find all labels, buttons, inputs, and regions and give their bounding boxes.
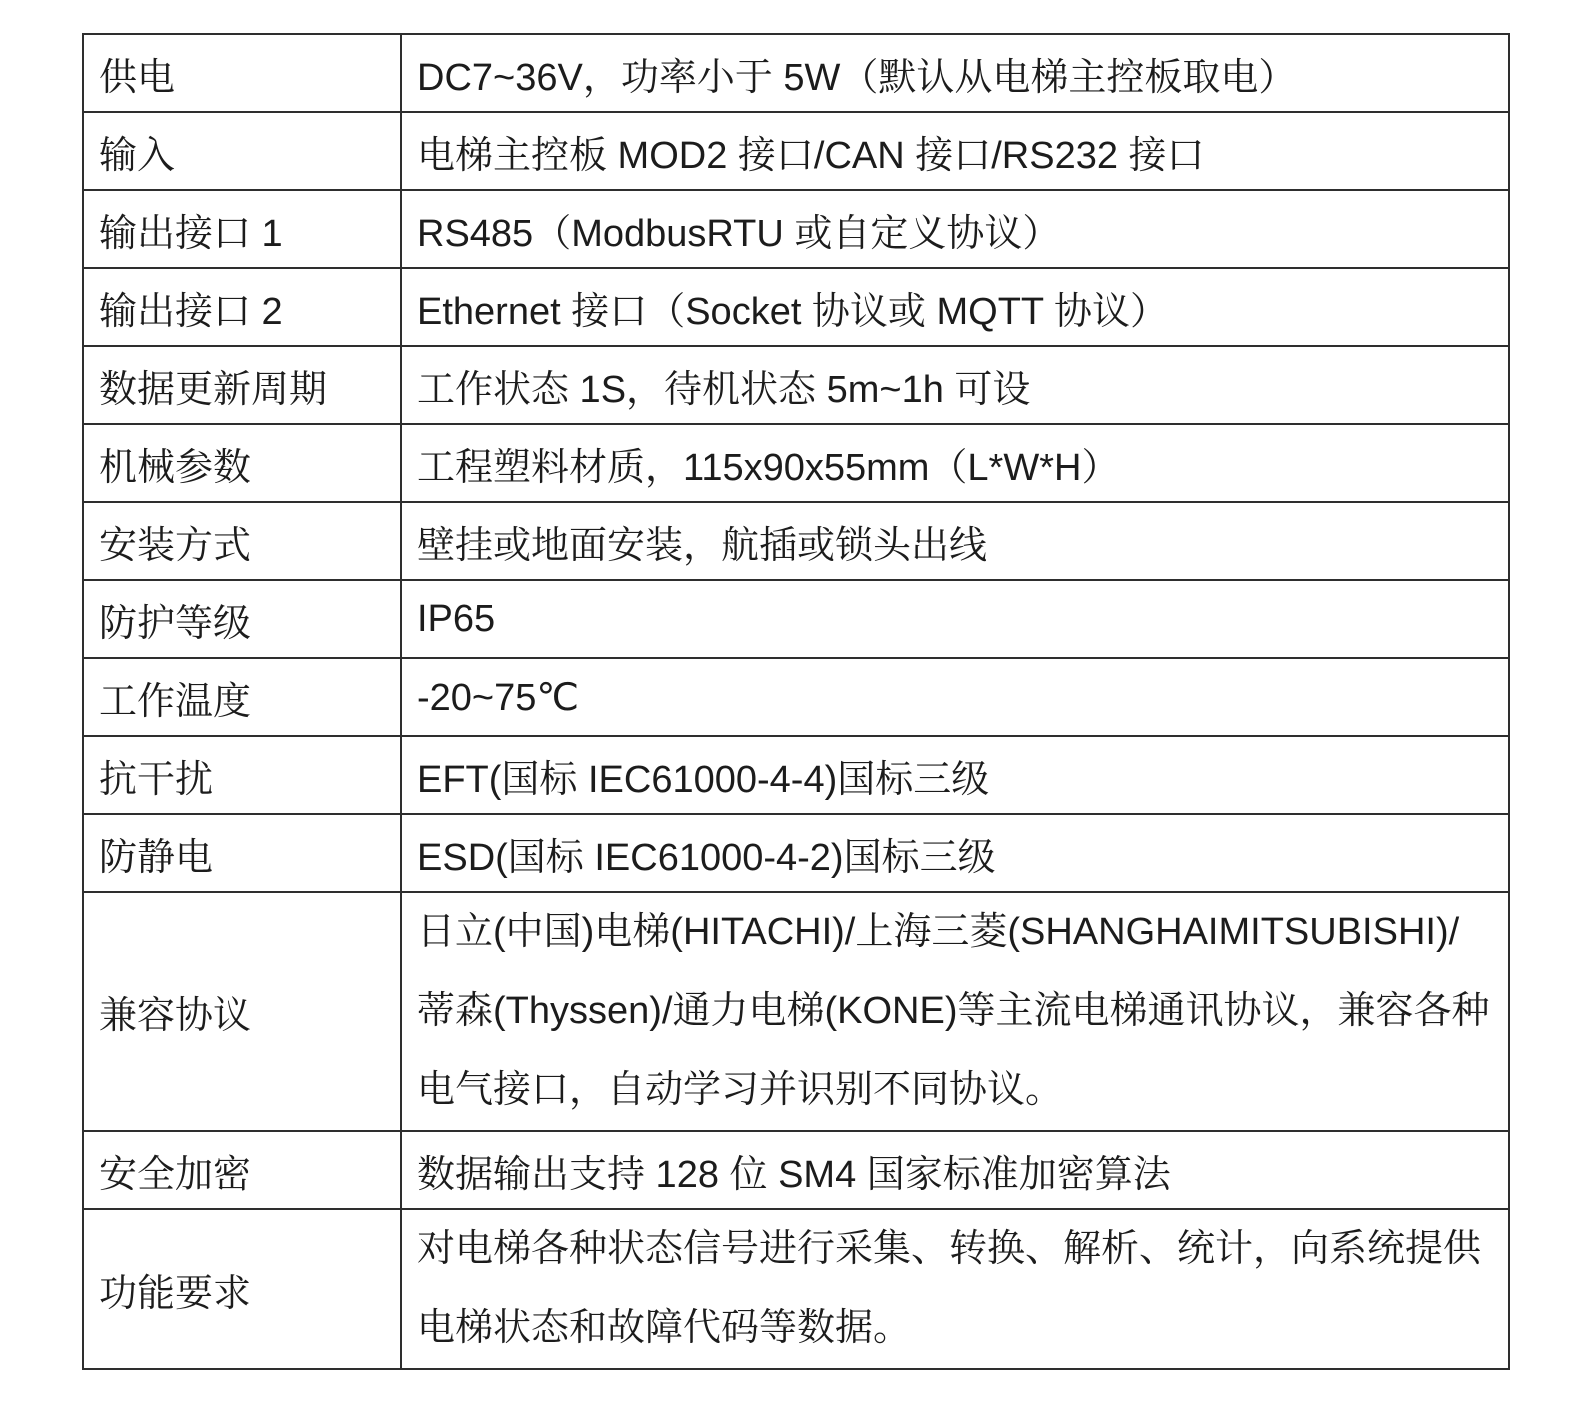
spec-label: 防护等级 xyxy=(83,580,401,658)
spec-value: IP65 xyxy=(401,580,1509,658)
spec-value: 电梯主控板 MOD2 接口/CAN 接口/RS232 接口 xyxy=(401,112,1509,190)
spec-value-line: 电梯状态和故障代码等数据。 xyxy=(417,1307,912,1349)
table-row xyxy=(83,190,1509,268)
spec-value: Ethernet 接口（Socket 协议或 MQTT 协议） xyxy=(401,268,1509,346)
spec-value-line: 日立(中国)电梯(HITACHI)/上海三菱(SHANGHAIMITSUBISHI)/ xyxy=(417,911,1460,953)
table-row xyxy=(83,268,1509,346)
spec-value-line: 对电梯各种状态信号进行采集、转换、解析、统计，向系统提供 xyxy=(417,1228,1482,1270)
spec-label: 输出接口 2 xyxy=(83,268,401,346)
spec-label: 供电 xyxy=(83,34,401,112)
table-row xyxy=(83,346,1509,424)
table-row xyxy=(83,424,1509,502)
spec-value: RS485（ModbusRTU 或自定义协议） xyxy=(401,190,1509,268)
spec-label: 数据更新周期 xyxy=(83,346,401,424)
spec-value: ESD(国标 IEC61000-4-2)国标三级 xyxy=(401,814,1509,892)
table-row xyxy=(83,1209,1509,1369)
spec-value: -20~75℃ xyxy=(401,658,1509,736)
spec-value: DC7~36V，功率小于 5W（默认从电梯主控板取电） xyxy=(401,34,1509,112)
specification-table xyxy=(82,33,1510,1370)
spec-label: 工作温度 xyxy=(83,658,401,736)
table-row xyxy=(83,892,1509,1131)
spec-value: 工作状态 1S，待机状态 5m~1h 可设 xyxy=(401,346,1509,424)
spec-value: 工程塑料材质，115x90x55mm（L*W*H） xyxy=(401,424,1509,502)
spec-label: 抗干扰 xyxy=(83,736,401,814)
spec-label: 输入 xyxy=(83,112,401,190)
spec-value-line: 蒂森(Thyssen)/通力电梯(KONE)等主流电梯通讯协议，兼容各种 xyxy=(417,990,1490,1032)
spec-value xyxy=(401,1209,1509,1369)
table-row xyxy=(83,1131,1509,1209)
table-row xyxy=(83,814,1509,892)
table-row xyxy=(83,580,1509,658)
spec-value: 壁挂或地面安装，航插或锁头出线 xyxy=(401,502,1509,580)
spec-value-line: 电气接口，自动学习并识别不同协议。 xyxy=(417,1069,1064,1111)
spec-label: 安全加密 xyxy=(83,1131,401,1209)
spec-value: EFT(国标 IEC61000-4-4)国标三级 xyxy=(401,736,1509,814)
table-row xyxy=(83,502,1509,580)
spec-label: 防静电 xyxy=(83,814,401,892)
table-row xyxy=(83,34,1509,112)
spec-label: 输出接口 1 xyxy=(83,190,401,268)
table-row xyxy=(83,658,1509,736)
spec-value: 数据输出支持 128 位 SM4 国家标准加密算法 xyxy=(401,1131,1509,1209)
spec-value xyxy=(401,892,1509,1131)
spec-label: 安装方式 xyxy=(83,502,401,580)
spec-label: 功能要求 xyxy=(83,1209,401,1369)
table-row xyxy=(83,112,1509,190)
spec-label: 机械参数 xyxy=(83,424,401,502)
table-row xyxy=(83,736,1509,814)
spec-label: 兼容协议 xyxy=(83,892,401,1131)
